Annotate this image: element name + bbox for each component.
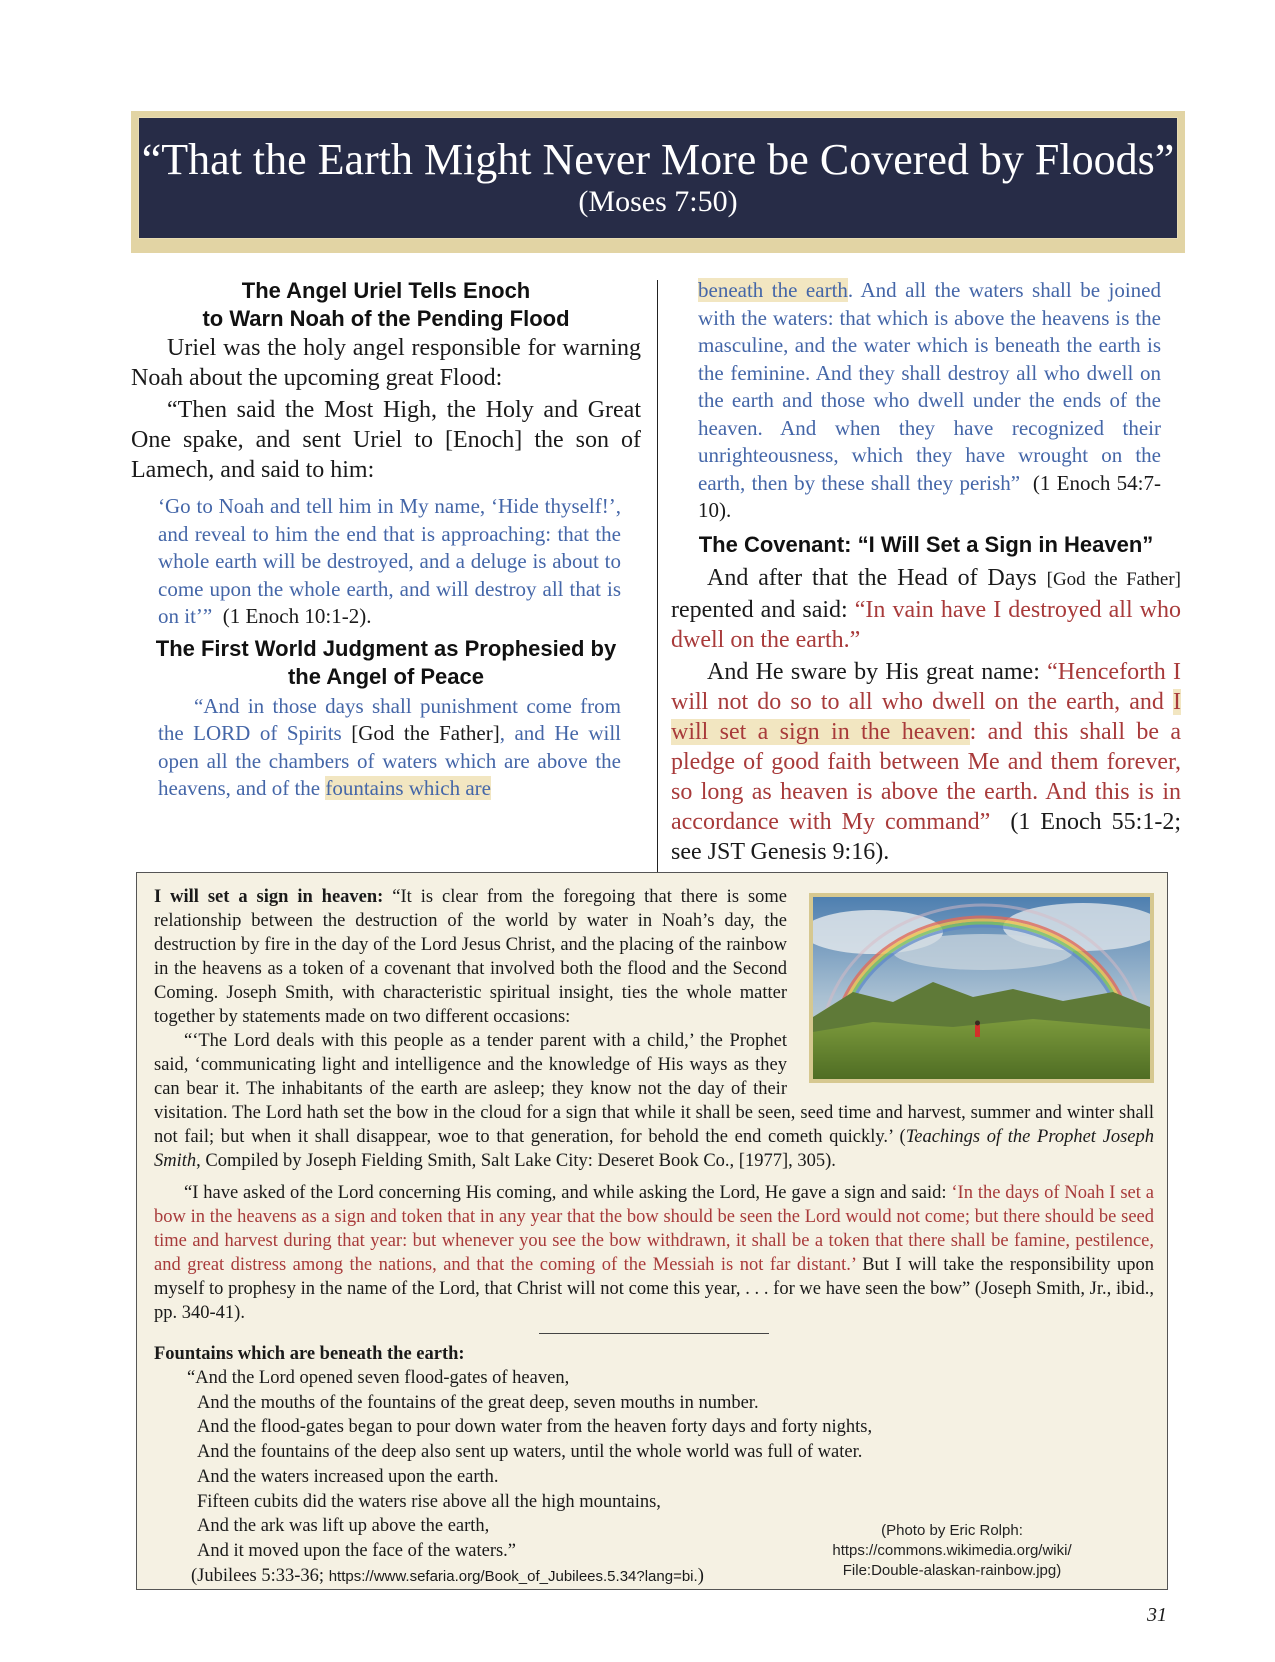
text: But I will take the responsibility upon myself to prophesy in the name of the Lord, that Christ will not come this year, . . . for we have seen the bow” (Joseph Smith, Jr., ibid., pp. 340-41). (154, 1255, 1154, 1323)
paragraph: “Then said the Most High, the Holy and Great One spake, and sent Uriel to [Enoch] the son of Lamech, and said to him: (131, 397, 641, 483)
heading-line: The Angel Uriel Tells Enoch (241, 278, 531, 303)
paragraph (671, 563, 1181, 655)
poem-line: And the mouths of the fountains of the great deep, seven mouths in number. (197, 1392, 759, 1413)
sidebar-paragraph (154, 1342, 1154, 1366)
bracket-note: [God the Father] (351, 721, 500, 745)
block-quote-continued (698, 277, 1161, 525)
heading-uriel (131, 277, 641, 333)
heading-line: The First World Judgment as Prophesied by (155, 635, 617, 661)
citation: (1 Enoch 10:1-2). (222, 604, 372, 628)
heading-line: to Warn Noah of the Pending Flood (202, 306, 570, 331)
credit-line: (Photo by Eric Rolph: (881, 1522, 1023, 1539)
block-quote (158, 693, 621, 803)
credit-line: File:Double-alaskan-rainbow.jpg) (842, 1562, 1062, 1579)
title-banner (138, 117, 1178, 239)
red-quote: “In vain have I destroyed all who dwell on the earth.” (671, 596, 1182, 653)
poem-line: And the flood-gates began to pour down water from the heaven forty days and forty nights, (197, 1417, 873, 1438)
text: “It is clear from the foregoing that there is some relationship between the destruction of the world by water in Noah’s day, the destruction by fire in the day of the Lord Jesus Christ, and the placing of the rainbow in the heavens as a token of a covenant that involved both the flood and the Second Coming. Joseph Smith, with characteristic spiritual insight, ties the whole matter together by statements made on two different occasions: (154, 887, 788, 1027)
poem-line: And the waters increased upon the earth. (197, 1466, 499, 1487)
photo-credit (807, 1521, 1097, 1581)
block-quote (158, 493, 621, 631)
text: repented and said: (671, 596, 848, 623)
citation: (1 Enoch 54:7-10). (698, 470, 1162, 522)
sidebar-box (136, 872, 1168, 1590)
column-divider (657, 280, 658, 875)
page-number: 31 (1147, 1604, 1167, 1626)
quote-text: “And in those days shall punishment come from the LORD of Spirits (158, 693, 621, 745)
poem-line: “And the Lord opened seven flood-gates of heaven, (187, 1368, 570, 1388)
rainbow-landscape-image (813, 897, 1150, 1079)
sidebar-paragraph (154, 1181, 1154, 1325)
highlighted-text: beneath the earth (698, 278, 848, 302)
paragraph: Uriel was the holy angel responsible for warning Noah about the upcoming great Flood: (131, 335, 641, 391)
text: And He sware by His great name: (707, 658, 1040, 685)
heading-covenant: The Covenant: “I Will Set a Sign in Heaven” (698, 531, 1154, 557)
red-quote: “Henceforth I will not do so to all who dwell on the earth, and (671, 658, 1181, 715)
citation: (1 Enoch 55:1-2; see JST Genesis 9:16). (671, 808, 1182, 865)
bracket-note: [God the Father] (1046, 568, 1181, 590)
quote-text: ‘Go to Noah and tell him in My name, ‘Hide thyself!’, and reveal to him the end that is approaching: that the whole earth will be destroyed, and a deluge is about to come upon the whole earth, and will destroy all that is on it’” (158, 494, 621, 628)
heading-line: the Angel of Peace (287, 663, 484, 689)
highlighted-text: I will set a sign in the heaven (671, 688, 1182, 745)
citation: ) (697, 1565, 704, 1586)
text: “‘The Lord deals with this people as a tender parent with a child,’ the Prophet said, ‘communicating light and intelligence and the knowledge of His ways as they can bear it. The inhabitants of the earth are asleep; they know not the day of their visitation. The Lord hath set the bow in the cloud for a sign that while it shall be seen, seed time and harvest, summer and winter shall not fail; but when it shall disappear, woe to that generation, for behold the end cometh quickly.’ ( (154, 1031, 1154, 1147)
red-quote: ‘In the days of Noah I set a bow in the heavens as a sign and token that in any year that the bow should be seen the Lord would not come; but there should be seed time and harvest during that year: but whenever you see the bow withdrawn, it shall be a token that there shall be famine, pestilence, and great distress among the nations, and that the coming of the Messiah is not far distant.’ (154, 1183, 1154, 1275)
book-title: Teachings of the Prophet Joseph Smith (154, 1127, 1154, 1171)
paragraph (671, 657, 1181, 867)
page-title: “That the Earth Might Never More be Covered by Floods” (141, 135, 1175, 184)
quote-text: . And all the waters shall be joined with the waters: that which is above the heavens is the masculine, and the water which is beneath the earth is the feminine. And they shall destroy all who dwell on the earth and those who dwell under the ends of the heaven. And when they have recognized their unrighteousness, which they have wrought on the earth, then by these shall they perish” (698, 278, 1162, 495)
sidebar-content (154, 885, 1154, 1589)
rainbow-photo (809, 893, 1154, 1083)
divider-line (539, 1333, 769, 1334)
page-subtitle: (Moses 7:50) (578, 185, 738, 218)
poem-line: And it moved upon the face of the waters.” (197, 1540, 517, 1561)
poem-line: And the fountains of the deep also sent up waters, until the whole world was full of water. (197, 1442, 863, 1463)
heading-first-judgment (131, 635, 641, 691)
sidebar-label: Fountains which are beneath the earth: (154, 1344, 465, 1364)
text: “I have asked of the Lord concerning His coming, and while asking the Lord, He gave a sign and said: (184, 1183, 947, 1203)
sidebar-label: I will set a sign in heaven: (154, 887, 384, 907)
quote-text: , and He will open all the chambers of waters which are above the heavens, and of the (158, 721, 621, 800)
text: And after that the Head of Days (707, 564, 1037, 591)
poem-line: And the ark was lift up above the earth, (197, 1516, 490, 1537)
credit-line: https://commons.wikimedia.org/wiki/ (832, 1542, 1072, 1559)
poem-line: Fifteen cubits did the waters rise above all the high mountains, (197, 1491, 661, 1512)
left-column (131, 277, 641, 803)
citation-url: https://www.sefaria.org/Book_of_Jubilees.5.34?lang=bi. (328, 1567, 698, 1585)
red-quote: : and this shall be a pledge of good faith between Me and them forever, so long as heaven is above the earth. And this is in accordance with My command” (671, 718, 1181, 835)
citation: (Jubilees 5:33-36; (191, 1565, 325, 1586)
text: , Compiled by Joseph Fielding Smith, Salt Lake City: Deseret Book Co., [1977], 305). (196, 1151, 836, 1171)
highlighted-text: fountains which are (325, 776, 491, 800)
right-column (671, 277, 1181, 867)
